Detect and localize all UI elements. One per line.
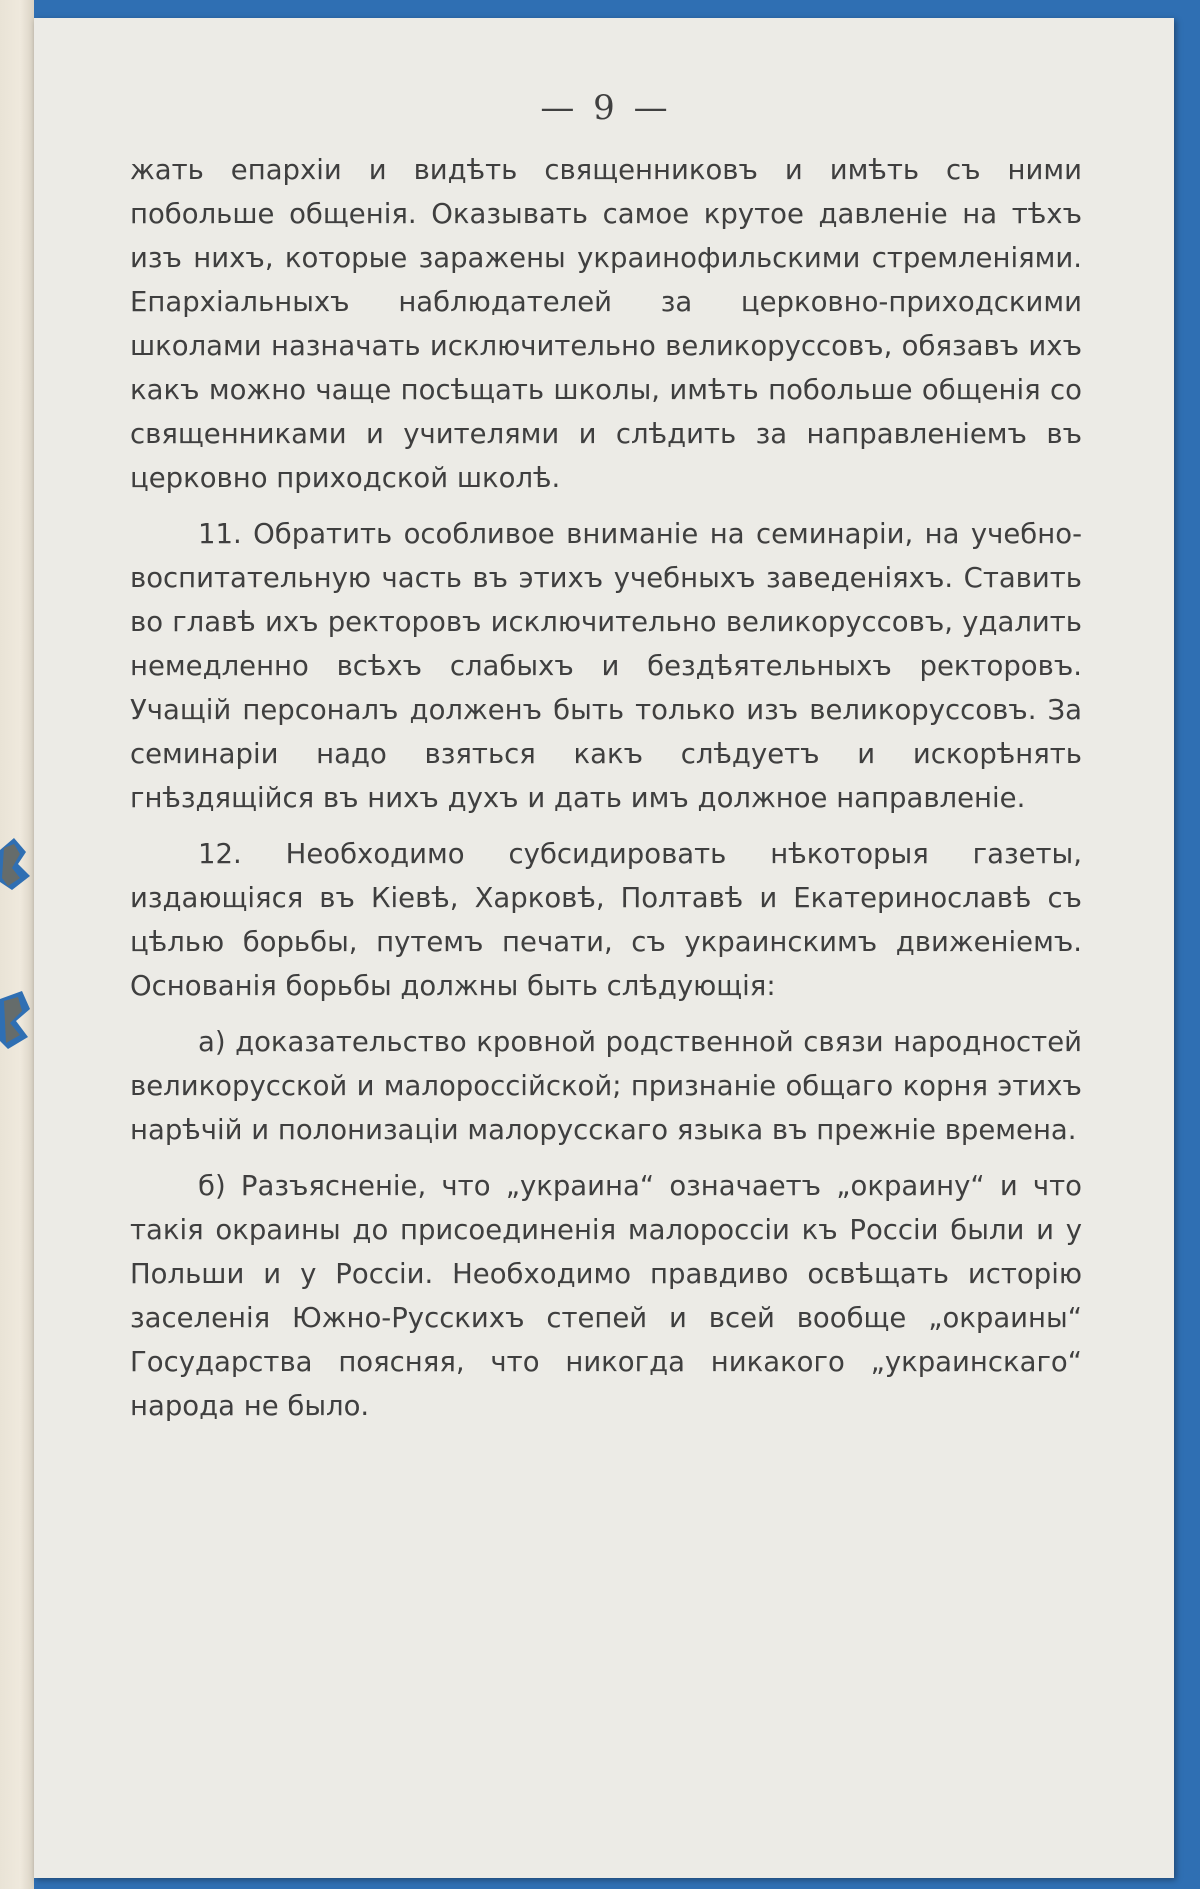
list-item: а) доказательство кровной родственной связи народностей великорусской и малороссійской; признаніе общаго корня этихъ нарѣчій и полонизаціи малорусскаго языка въ прежніе времена. [130, 1026, 1082, 1146]
paragraph: 11. Обратить особливое вниманіе на семинаріи, на учебно-воспитательную часть въ этихъ учебныхъ заведеніяхъ. Ставить во главѣ ихъ ректоровъ исключительно великоруссовъ, удалить немедленно всѣхъ слабыхъ и бездѣятельныхъ ректоровъ. Учащій персоналъ долженъ быть только изъ великоруссовъ. За семинаріи надо взяться какъ слѣдуетъ и искорѣнять гнѣздящійся въ нихъ духъ и дать имъ должное направленіе. [130, 518, 1082, 814]
paragraph: 12. Необходимо субсидировать нѣкоторыя газеты, издающіяся въ Кіевѣ, Харковѣ, Полтавѣ и Екатеринославѣ съ цѣлью борьбы, путемъ печати, съ украинскимъ движеніемъ. Основанія борьбы должны быть слѣдующія: [130, 838, 1082, 1002]
page-content [130, 88, 1082, 1428]
paragraph: жать епархiи и видѣть священниковъ и имѣть съ ними побольше общенія. Оказывать самое крутое давленіе на тѣхъ изъ нихъ, которые заражены украинофильскими стремленіями. Епархіальныхъ наблюдателей за церковно-приходскими школами назначать исключительно великоруссовъ, обязавъ ихъ какъ можно чаще посѣщать школы, имѣть побольше общенія со священниками и учителями и слѣдить за направленіемъ въ церковно приходской школѣ. [130, 154, 1082, 494]
booklet-spine [0, 0, 34, 1889]
document-page [34, 18, 1174, 1878]
page-number: — 9 — [540, 88, 672, 128]
list-item: б) Разъясненіе, что „украина“ означаетъ „окраину“ и что такія окраины до присоединенія малороссіи къ Россіи были и у Польши и у Россіи. Необходимо правдиво освѣщать исторію заселенія Южно-Русскихъ степей и всей вообще „окраины“ Государства поясняя, что никогда никакого „украинскаго“ народа не было. [130, 1170, 1082, 1422]
